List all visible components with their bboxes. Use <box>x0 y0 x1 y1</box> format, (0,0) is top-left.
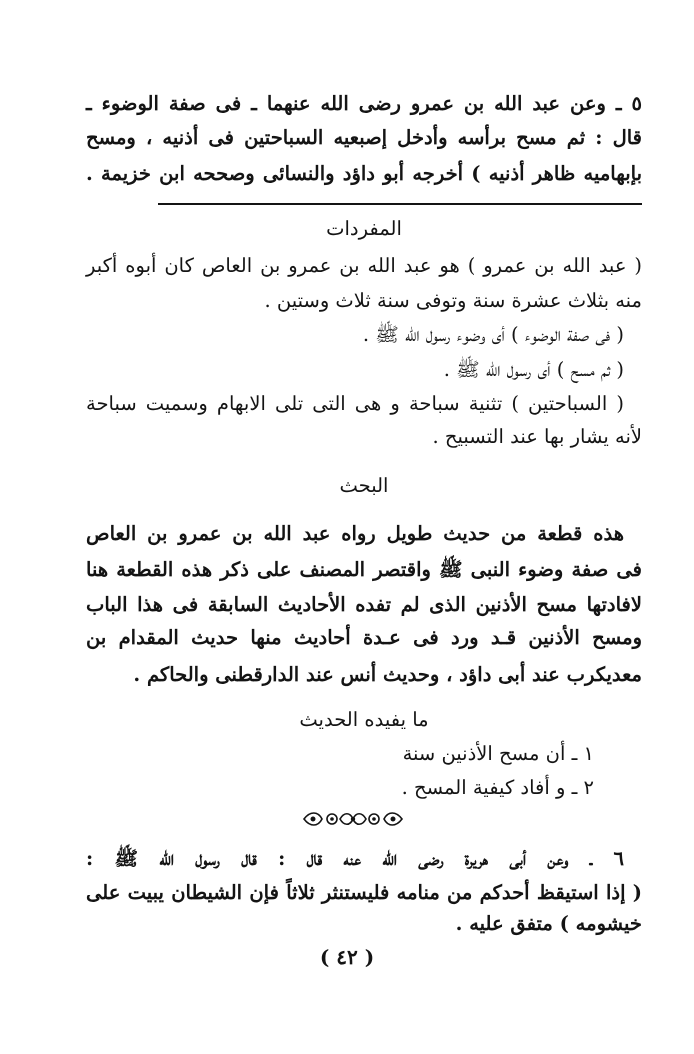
hadith5-line1: ٥ ـ وعن عبد الله بن عمرو رضى الله عنهما ـ فى صفة الوضوء ـ <box>86 92 642 115</box>
hadith5-line3: بإبهاميه ظاهر أذنيه ) أخرجه أبو داؤد والنسائى وصححه ابن خزيمة . <box>86 162 642 185</box>
mufradat-line: لأنه يشار بها عند التسبيح . <box>432 425 642 448</box>
bahth-line: معديكرب عند أبى داؤد ، وحديث أنس عند الدارقطنى والحاكم . <box>133 663 642 686</box>
hadith6-line1: ٦ ـ وعن أبى هريرة رضى الله عنه قال : قال رسول الله ﷺ : <box>86 847 624 870</box>
hadith6-line3: خيشومه ) متفق عليه . <box>455 912 642 935</box>
hadith6-line2: ( إذا استيقظ أحدكم من منامه فليستنثر ثلاثاً فإن الشيطان يبيت على <box>86 881 642 904</box>
bahth-line: هذه قطعة من حديث طويل رواه عبد الله بن عمرو بن العاص <box>86 522 624 545</box>
benefits-heading: ما يفيده الحديث <box>299 708 429 731</box>
mufradat-line: ( ثم مسح ) أى رسول الله ﷺ . <box>443 358 624 381</box>
benefit-item: ١ ـ أن مسح الأذنين سنة <box>402 742 594 765</box>
page-number: ( ٤٢ ) <box>319 945 375 969</box>
bahth-line: لافادتها مسح الأذنين الذى لم تفده الأحاديث السابقة فى هذا الباب <box>86 593 642 616</box>
mufradat-line: منه بثلاث عشرة سنة وتوفى سنة ثلاث وستين . <box>264 289 642 312</box>
mufradat-line: ( عبد الله بن عمرو ) هو عبد الله بن عمرو بن العاص كان أبوه أكبر <box>86 254 642 277</box>
bahth-line: ومسح الأذنين قـد ورد فى عـدة أحاديث منها حديث المقدام بن <box>86 626 642 649</box>
mufradat-line: ( السباحتين ) تثنية سباحة و هى التى تلى الابهام وسميت سباحة <box>86 392 624 415</box>
benefit-item: ٢ ـ و أفاد كيفية المسح . <box>401 776 594 799</box>
section-rule <box>158 203 642 205</box>
mufradat-line: ( فى صفة الوضوء ) أى وضوء رسول الله ﷺ . <box>362 323 624 346</box>
hadith5-line2: قال : ثم مسح برأسه وأدخل إصبعيه السباحتين فى أذنيه ، ومسح <box>86 126 642 149</box>
bahth-heading: البحث <box>339 474 389 497</box>
bahth-line: فى صفة وضوء النبى ﷺ واقتصر المصنف على ذكر هذه القطعة هنا <box>86 558 642 581</box>
ornament-divider-icon <box>300 808 406 830</box>
mufradat-heading: المفردات <box>326 217 402 240</box>
